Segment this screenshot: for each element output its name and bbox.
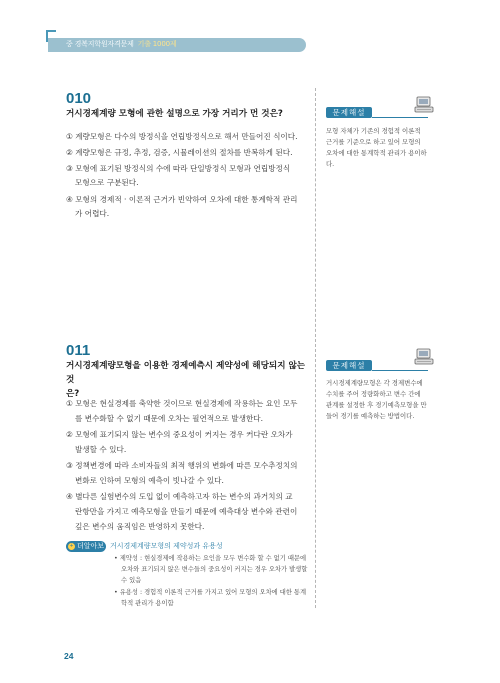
tip-line: • 제약성 : 현실경제에 작용하는 요인을 모두 변수화 할 수 없기 때문에 [114,555,307,562]
option-3: ③ 모형에 표기된 방정식의 수에 따라 단일방정식 모형과 연립방정식 [66,164,291,173]
explanation-body [326,378,438,422]
question-number: 010 [66,90,92,107]
option-4-cont: 란항만을 가지고 예측모형을 만들기 때문에 예측대상 변수와 관련이 [75,507,298,516]
header-corner-ornament [46,30,56,42]
question-text: 거시경제계량 모형에 관한 설명으로 가장 거리가 먼 것은? [66,109,283,119]
explanation-body [326,126,438,170]
option-3-cont: 모형으로 구분된다. [75,178,139,187]
tip-badge-label: 더알아보기 [68,542,105,561]
question-text [66,359,309,401]
question-number: 011 [66,342,91,359]
option-3: ③ 정책변경에 따라 소비자들의 최적 행위의 변화에 따른 모수추정치의 [66,461,298,470]
tip-badge [66,541,106,561]
option-4-cont: 깊은 변수의 움직임은 반영하지 못한다. [75,522,205,531]
page-number: 24 [64,651,74,661]
option-4: ④ 별다른 실험변수의 도입 없이 예측하고자 하는 변수의 과거치의 교 [66,492,293,501]
explanation-line: 들어 경기를 예측하는 방법이다. [326,412,415,420]
option-4-cont: 가 어렵다. [75,209,110,218]
computer-icon [414,96,434,114]
explanation-line: 오차에 대한 통계학적 관리가 용이하 [326,149,427,157]
explanation-title: 문제해설 [326,107,372,118]
option-1-cont: 를 변수화할 수 없기 때문에 오차는 필연적으로 발생한다. [75,414,264,423]
option-1: ① 모형은 현실경제를 축약한 것이므로 현실경제에 작용하는 요인 모두 [66,399,298,408]
tip-line: 수 있음 [121,577,142,584]
explanation-line: 거시경제계량모형은 각 경제변수에 [326,379,423,387]
option-2: ② 계량모형은 규정, 추정, 검증, 시뮬레이션의 절차를 반복하게 된다. [66,148,293,157]
tip-title: 거시경제계량모형의 제약성과 유용성 [110,542,223,550]
option-1: ① 계량모형은 다수의 방정식을 연립방정식으로 해서 만들어진 식이다. [66,132,298,141]
tip-line: 오차와 표기되지 않은 변수들의 중요성이 커지는 경우 오차가 발생할 [121,566,308,573]
option-2-cont: 발생할 수 있다. [75,445,127,454]
running-header-subtitle: 기출 1000제 [137,40,177,48]
explanation-line: 다. [326,160,335,168]
info-icon: + [69,543,74,549]
question-line: 은? [66,389,80,399]
explanation-rule [372,370,428,371]
explanation-rule [372,117,428,118]
option-3-cont: 변화로 인하여 모형의 예측이 빗나갈 수 있다. [75,476,224,485]
tip-line: • 유용성 : 경험적 이론적 근거를 가지고 있어 모형의 오차에 대한 통계 [114,589,307,596]
tip-line: 학적 관리가 용이함 [121,600,174,607]
running-header [66,39,176,49]
explanation-line: 근거를 기준으로 하고 있어 모형의 [326,138,421,146]
option-2: ② 모형에 표기되지 않는 변수의 중요성이 커지는 경우 커다란 오차가 [66,430,293,439]
explanation-line: 모형 자체가 기존의 경험적 이론적 [326,127,421,135]
option-4: ④ 모형의 경제적 · 이론적 근거가 빈약하여 오차에 대한 통계학적 관리 [66,195,298,204]
running-header-title: 중 경복지학원자격문제 [66,40,134,48]
question-line: 거시경제계량모형을 이용한 경제예측시 제약성에 해당되지 않는 것 [66,361,306,385]
explanation-line: 수치를 주어 정량화하고 변수 간에 [326,390,421,398]
explanation-title: 문제해설 [326,360,372,371]
explanation-line: 관계를 설정한 후 경기예측모형을 만 [326,401,427,409]
computer-icon [414,348,434,366]
